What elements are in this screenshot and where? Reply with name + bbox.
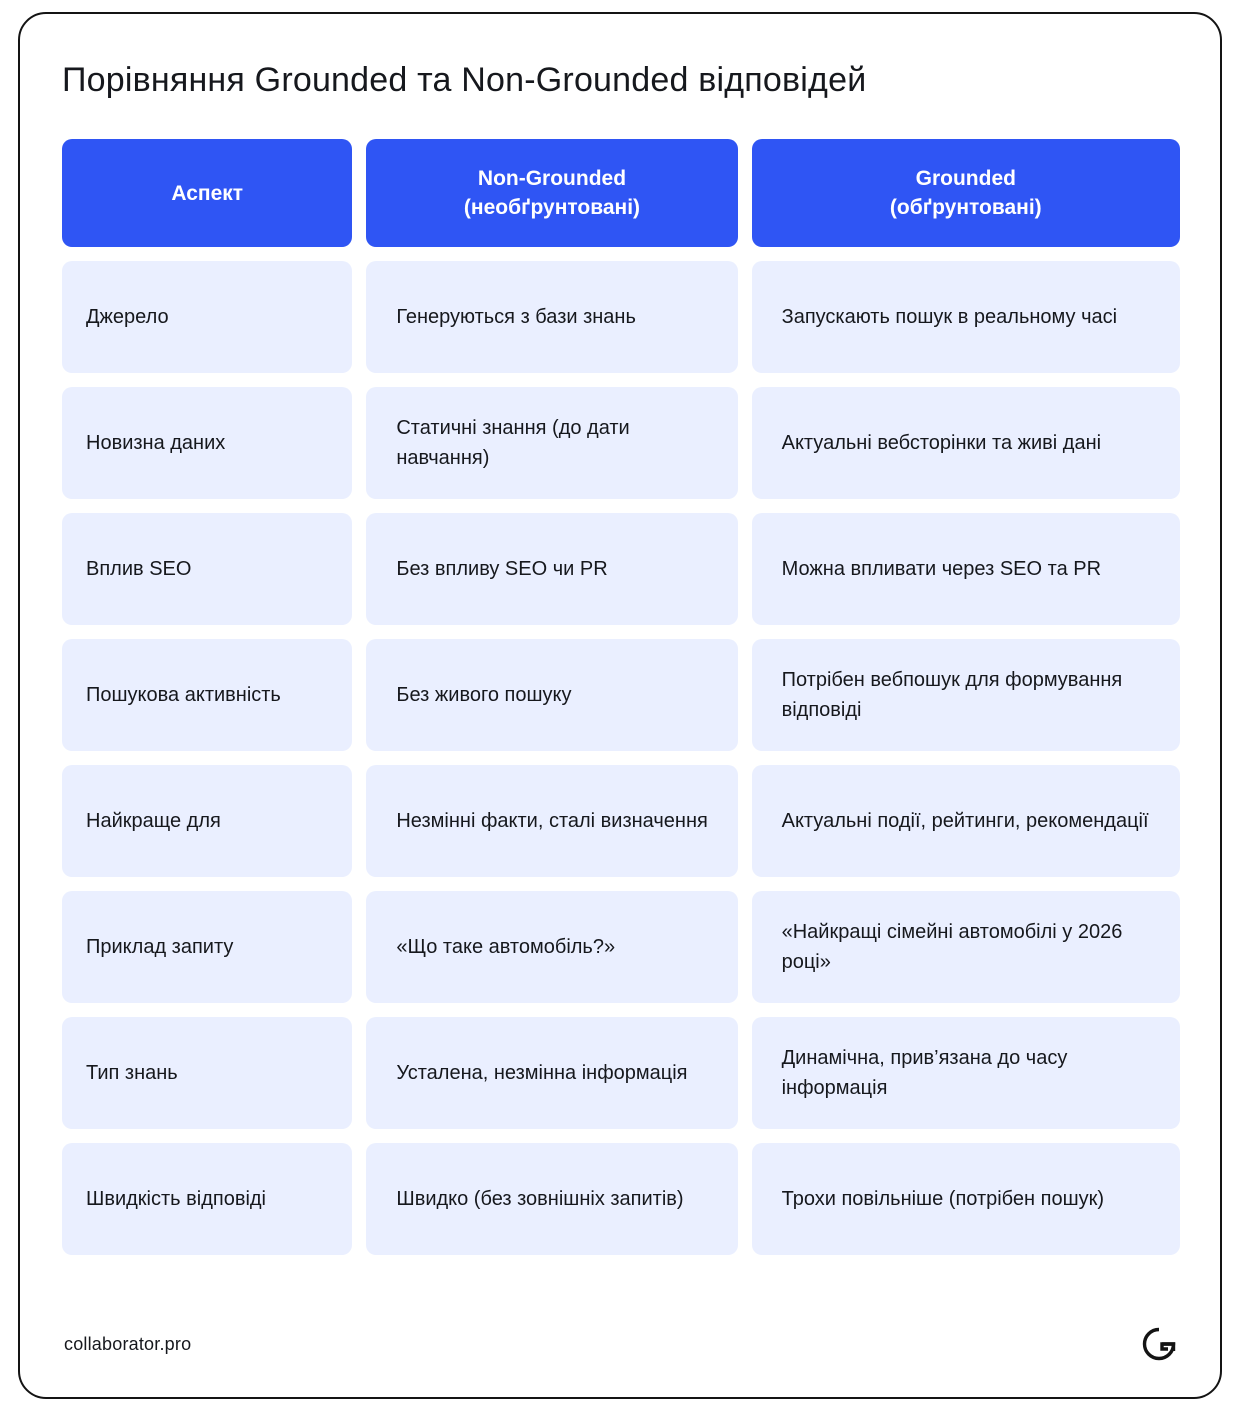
cell-grounded: Потрібен вебпошук для формування відповіді [752,639,1180,751]
cell-aspect: Джерело [62,261,352,373]
comparison-table [62,139,1180,1269]
cell-grounded: Динамічна, прив’язана до часу інформація [752,1017,1180,1129]
cell-non-grounded: Генеруються з бази знань [366,261,737,373]
cell-aspect: Приклад запиту [62,891,352,1003]
cell-non-grounded: Без живого пошуку [366,639,737,751]
table-row [62,387,1180,499]
cell-aspect: Новизна даних [62,387,352,499]
table-row [62,1143,1180,1255]
brand-label: collaborator.pro [64,1334,192,1354]
cell-non-grounded: Без впливу SEO чи PR [366,513,737,625]
cell-non-grounded: «Що таке автомобіль?» [366,891,737,1003]
column-header-grounded-line2: (обґрунтовані) [889,196,1042,219]
table-header-row [62,139,1180,247]
cell-grounded: Актуальні вебсторінки та живі дані [752,387,1180,499]
cell-grounded: Можна впливати через SEO та PR [752,513,1180,625]
cell-grounded: Запускають пошук в реальному часі [752,261,1180,373]
column-header-non-grounded-line2: (необґрунтовані) [463,196,641,219]
cell-non-grounded: Незмінні факти, сталі визначення [366,765,737,877]
page-title: Порівняння Grounded та Non-Grounded відповідей [62,61,867,99]
cell-aspect: Тип знань [62,1017,352,1129]
column-header-non-grounded-line1: Non-Grounded [477,167,627,190]
table-row [62,513,1180,625]
table-row [62,261,1180,373]
collaborator-logo-icon [1142,1327,1176,1361]
cell-grounded: «Найкращі сімейні автомобілі у 2026 році» [752,891,1180,1003]
table-row [62,765,1180,877]
cell-aspect: Пошукова активність [62,639,352,751]
cell-non-grounded: Швидко (без зовнішніх запитів) [366,1143,737,1255]
table-row [62,639,1180,751]
column-header-grounded [752,139,1180,247]
cell-non-grounded: Усталена, незмінна інформація [366,1017,737,1129]
table-row [62,891,1180,1003]
comparison-card [18,12,1222,1399]
cell-aspect: Швидкість відповіді [62,1143,352,1255]
cell-aspect: Найкраще для [62,765,352,877]
cell-non-grounded: Статичні знання (до дати навчання) [366,387,737,499]
table-row [62,1017,1180,1129]
cell-grounded: Трохи повільніше (потрібен пошук) [752,1143,1180,1255]
column-header-aspect-line1: Аспект [171,181,244,205]
cell-grounded: Актуальні події, рейтинги, рекомендації [752,765,1180,877]
column-header-grounded-line1: Grounded [915,167,1016,190]
cell-aspect: Вплив SEO [62,513,352,625]
column-header-aspect [62,139,352,247]
column-header-non-grounded [366,139,737,247]
